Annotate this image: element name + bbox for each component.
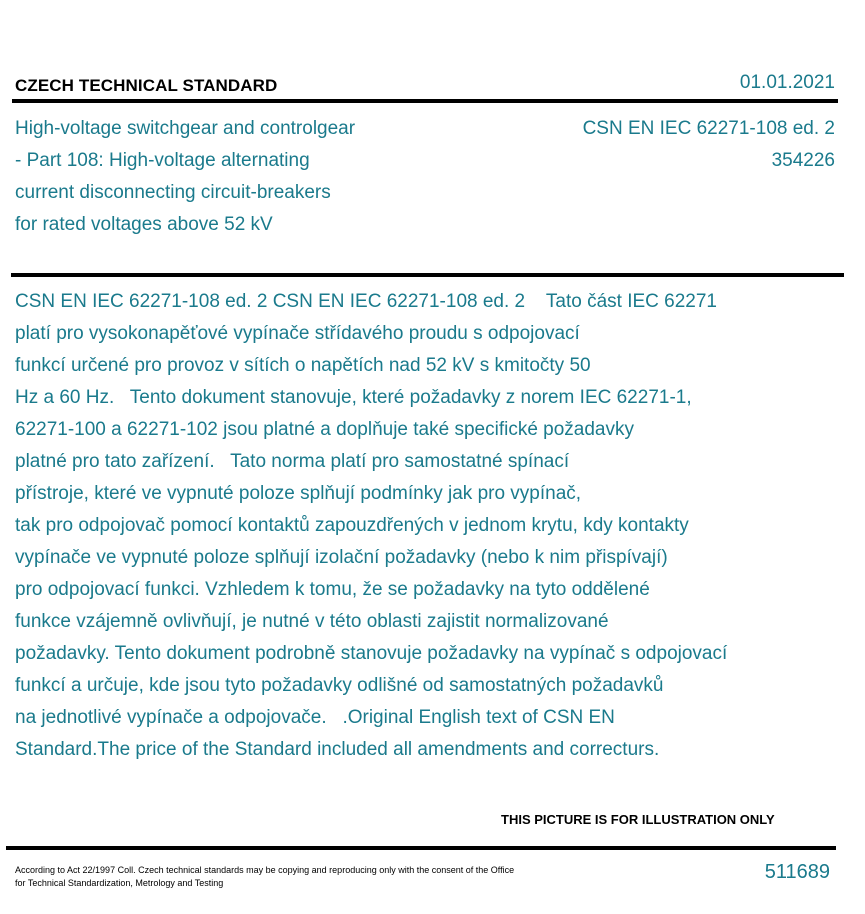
legal-notice (15, 864, 514, 890)
body-line: Standard.The price of the Standard included all amendments and correcturs. (15, 739, 660, 760)
body-line: na jednotlivé vypínače a odpojovače. .Original English text of CSN EN (15, 707, 615, 728)
title-line: High-voltage switchgear and controlgear (15, 118, 356, 139)
title-line: current disconnecting circuit-breakers (15, 182, 331, 203)
title-line: for rated voltages above 52 kV (15, 214, 273, 235)
legal-line: According to Act 22/1997 Coll. Czech technical standards may be copying and reproducing only with the consent of the Office (15, 865, 515, 875)
footer-divider (6, 846, 836, 850)
standard-description (15, 286, 845, 766)
body-line: Hz a 60 Hz. Tento dokument stanovuje, které požadavky z norem IEC 62271-1, (15, 387, 692, 408)
body-line: tak pro odpojovač pomocí kontaktů zapouzdřených v jednom krytu, kdy kontakty (15, 515, 689, 536)
effective-date: 01.01.2021 (739, 72, 835, 93)
standard-code: CSN EN IEC 62271-108 ed. 2 (582, 118, 835, 139)
standard-identifier (583, 113, 835, 177)
standard-title (15, 113, 435, 241)
body-line: platí pro vysokonapěťové vypínače střídavého proudu s odpojovací (15, 323, 580, 344)
catalogue-number: 354226 (771, 150, 835, 171)
title-divider (11, 273, 844, 277)
body-line: vypínače ve vypnuté poloze splňují izolační požadavky (nebo k nim přispívají) (15, 547, 668, 568)
body-line: přístroje, které ve vypnuté poloze splňují podmínky jak pro vypínač, (15, 483, 582, 504)
legal-line: for Technical Standardization, Metrology and Testing (15, 878, 224, 888)
body-line: funkcí určené pro provoz v sítích o napětích nad 52 kV s kmitočty 50 (15, 355, 591, 376)
body-line: funkce vzájemně ovlivňují, je nutné v této oblasti zajistit normalizované (15, 611, 609, 632)
title-line: - Part 108: High-voltage alternating (15, 150, 310, 171)
body-line: funkcí a určuje, kde jsou tyto požadavky odlišné od samostatných požadavků (15, 675, 664, 696)
body-line: požadavky. Tento dokument podrobně stanovuje požadavky na vypínač s odpojovací (15, 643, 728, 664)
body-line: pro odpojovací funkci. Vzhledem k tomu, že se požadavky na tyto oddělené (15, 579, 650, 600)
body-line: platné pro tato zařízení. Tato norma platí pro samostatné spínací (15, 451, 570, 472)
header-divider (12, 99, 838, 103)
document-number: 511689 (764, 861, 830, 883)
document-type-label: CZECH TECHNICAL STANDARD (15, 76, 278, 95)
body-line: CSN EN IEC 62271-108 ed. 2 CSN EN IEC 62271-108 ed. 2 Tato část IEC 62271 (15, 291, 717, 312)
illustration-disclaimer: THIS PICTURE IS FOR ILLUSTRATION ONLY (501, 812, 775, 827)
body-line: 62271-100 a 62271-102 jsou platné a doplňuje také specifické požadavky (15, 419, 635, 440)
